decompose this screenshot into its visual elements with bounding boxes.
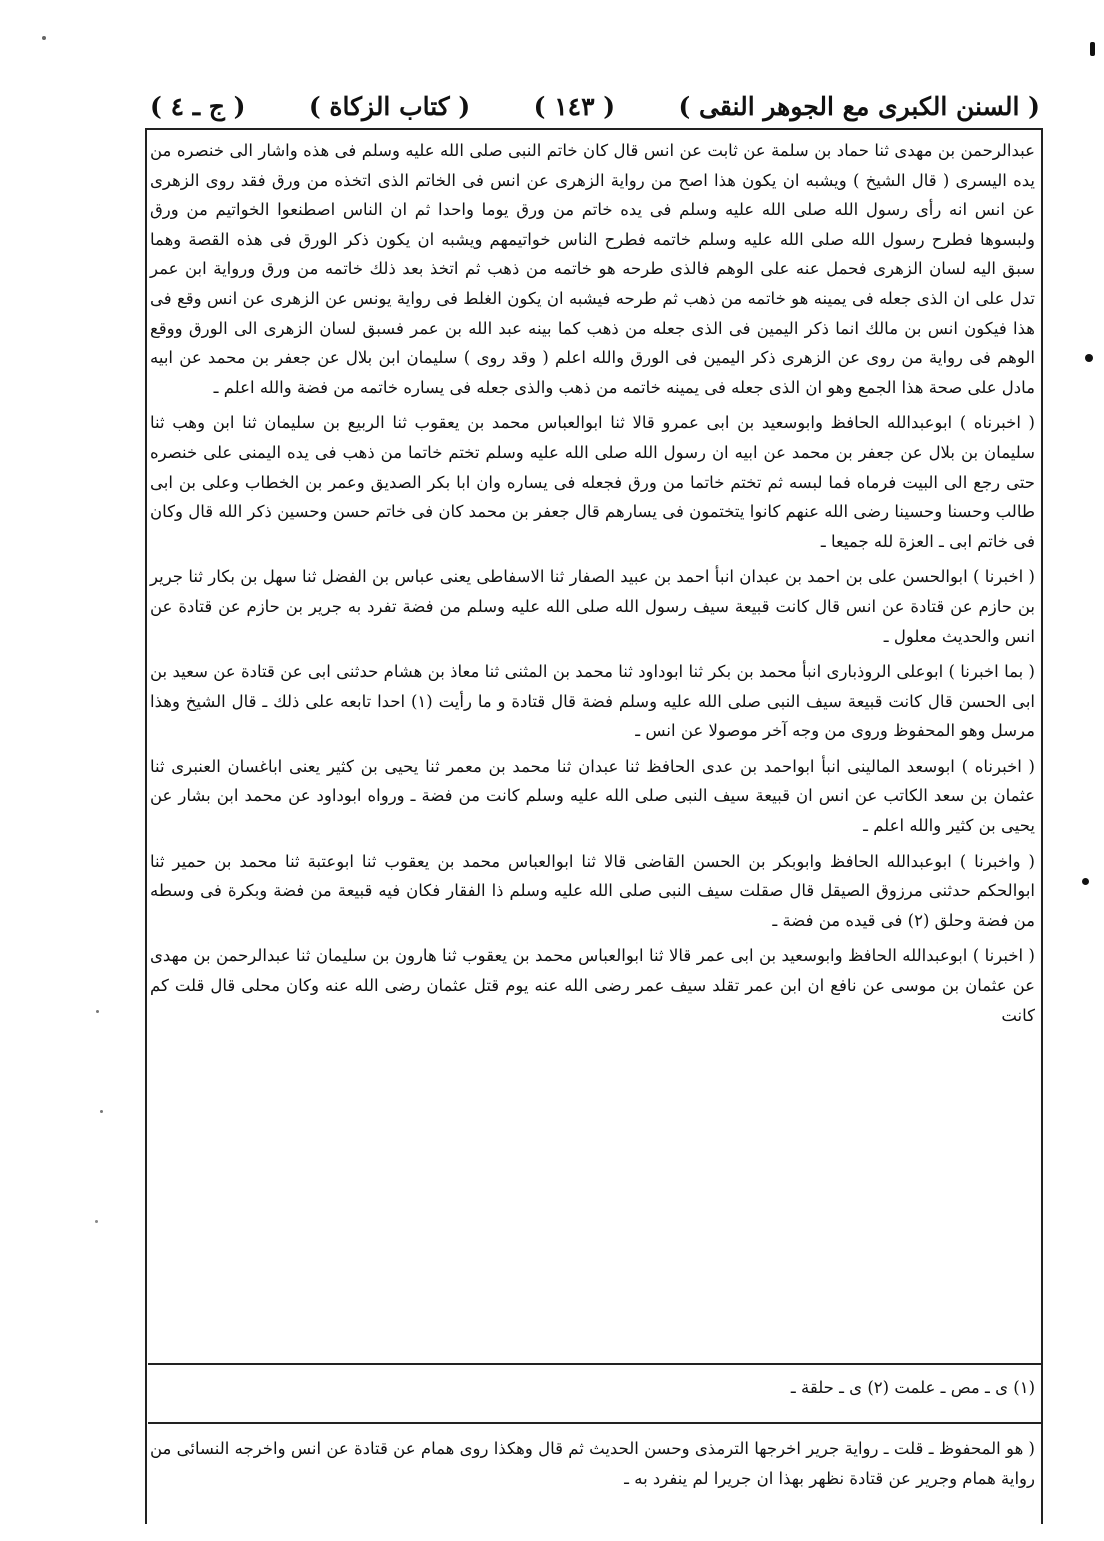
page-number: ( ١٤٣ )	[533, 91, 616, 121]
paragraph: ( واخبرنا ) ابوعبدالله الحافظ وابوبكر بن الحسن القاضى قالا ثنا ابوالعباس محمد بن يعقوب ثنا ابوعتبة ثنا محمد بن حمير ثنا ابوالحكم حدثنى مرزوق الصيقل قال صقلت سيف النبى صلى الله عليه وسلم ذا الفقار فكان فيه قبيعة من فضة وبكرة فى وسطه من فضة وحلق (٢) فى قيده من فضة ـ	[150, 851, 1035, 930]
commentary-divider	[148, 1422, 1041, 1424]
scan-speck	[95, 1220, 98, 1223]
paragraph: عبدالرحمن بن مهدى ثنا حماد بن سلمة عن ثابت عن انس قال كان خاتم النبى صلى الله عليه وسلم فى هذه واشار الى خنصره من يده اليسرى ( قال الشيخ ) ويشبه ان يكون هذا اصح من رواية الزهرى عن انس فى الخاتم الذى اتخذه من ورق فقد روى الزهرى عن انس انه رأى رسول الله صلى الله عليه وسلم فى يده خاتم من ورق يوما واحدا ثم ان الناس اصطنعوا الخواتيم من ورق ولبسوها فطرح رسول الله صلى الله عليه وسلم خاتمه فطرح الناس خواتيمهم ويشبه ان يكون ذكر الورق فى هذه القصة وهما سبق اليه لسان الزهرى فحمل عنه على الوهم فالذى طرحه هو خاتمه من ذهب ثم اتخذ بعد ذلك خاتمه من ورق ورواية ابن عمر تدل على ان الذى جعله فى يمينه هو خاتمه من ذهب ثم طرحه فيشبه ان يكون الغلط فى رواية يونس عن الزهرى عن انس وقع فى هذا فيكون انس بن مالك انما ذكر اليمين فى الذى جعله من ذهب كما بينه عبد الله بن عمر فسبق لسان الزهرى الى الورق ووقع الوهم فى رواية من روى عن الزهرى ذكر اليمين فى الورق والله اعلم ( وقد روى ) سليمان ابن بلال عن جعفر بن محمد عن ابيه مادل على صحة هذا الجمع وهو ان الذى جعله فى يمينه خاتمه من ذهب والذى جعله فى يساره خاتمه من فضة والله اعلم ـ	[150, 141, 1035, 397]
scan-speck	[42, 36, 46, 40]
footnote-divider	[148, 1363, 1041, 1365]
paragraph: ( اخبرنا ) ابوعبدالله الحافظ وابوسعيد بن ابى عمر قالا ثنا ابوالعباس محمد بن يعقوب ثنا هارون بن سليمان ثنا عبدالرحمن بن مهدى عن عثمان بن موسى عن نافع ان ابن عمر تقلد سيف عمر رضى الله عنه يوم قتل عثمان رضى الله عنه وكان محلى قال قلت كم كانت	[150, 946, 1035, 1025]
paragraph: ( اخبرنا ) ابوالحسن على بن احمد بن عبدان انبأ احمد بن عبيد الصفار ثنا الاسفاطى يعنى عباس بن الفضل ثنا سهل بن بكار ثنا جرير بن حازم عن قتادة عن انس قال كانت قبيعة سيف رسول الله صلى الله عليه وسلم من فضة تفرد به جرير بن حازم عن قتادة عن انس والحديث معلول ـ	[150, 567, 1035, 646]
scan-speck	[96, 1010, 99, 1013]
margin-mark	[1082, 878, 1089, 885]
volume-number: ( ج ـ ٤ )	[150, 91, 246, 121]
paragraph: ( اخبرناه ) ابوعبدالله الحافظ وابوسعيد بن ابى عمرو قالا ثنا ابوالعباس محمد بن يعقوب ثنا الربيع بن سليمان ثنا ابن وهب ثنا سليمان بن بلال عن جعفر بن محمد عن ابيه ان رسول الله صلى الله عليه وسلم تختم خاتما من ذهب فى يده اليمنى على خنصره حتى رجع الى البيت فرماه فما لبسه ثم تختم خاتما من ورق فجعله فى يساره وان ابا بكر الصديق وعمر بن الخطاب وعلى بن ابى طالب وحسنا وحسينا رضى الله عنهم كانوا يتختمون فى يسارهم قال جعفر بن محمد كان فى خاتم حسن وحسين ذكر الله قال وكان فى خاتم ابى ـ العزة لله جميعا ـ	[150, 413, 1035, 551]
margin-mark	[1090, 42, 1095, 56]
book-title: ( السنن الكبرى مع الجوهر النقى )	[678, 91, 1040, 121]
paragraph: ( بما اخبرنا ) ابوعلى الروذبارى انبأ محمد بن بكر ثنا ابوداود ثنا محمد بن المثنى ثنا معاذ بن هشام حدثنى ابى عن قتادة عن سعيد بن ابى الحسن قال كانت قبيعة سيف النبى صلى الله عليه وسلم فضة قال قتادة و ما رأيت (١) احدا تابعه على ذلك ـ قال الشيخ وهذا مرسل وهو المحفوظ وروى من وجه آخر موصولا عن انس ـ	[150, 662, 1035, 741]
commentary-text: ( هو المحفوظ ـ قلت ـ رواية جرير اخرجها الترمذى وحسن الحديث ثم قال وهكذا روى همام عن قتادة عن انس واخرجه النسائى من رواية همام وجرير عن قتادة نظهر بهذا ان جريرا لم ينفرد به ـ	[150, 1439, 1035, 1488]
chapter-title: ( كتاب الزكاة )	[308, 91, 471, 121]
paragraph: ( اخبرناه ) ابوسعد المالينى انبأ ابواحمد بن عدى الحافظ ثنا عبدان ثنا محمد بن معمر ثنا يحيى بن كثير يعنى اباغسان العنبرى ثنا عثمان بن سعد الكاتب عن انس ان قبيعة سيف النبى صلى الله عليه وسلم كانت من فضة ـ ورواه ابوداود عن محمد ابن بشار عن يحيى بن كثير والله اعلم ـ	[150, 756, 1035, 836]
scan-speck	[100, 1110, 103, 1113]
main-text	[150, 136, 1035, 1030]
margin-mark	[1085, 354, 1093, 362]
running-header	[150, 86, 1040, 126]
footnotes: (١) ى ـ مص ـ علمت (٢) ى ـ حلقة ـ	[790, 1378, 1035, 1397]
